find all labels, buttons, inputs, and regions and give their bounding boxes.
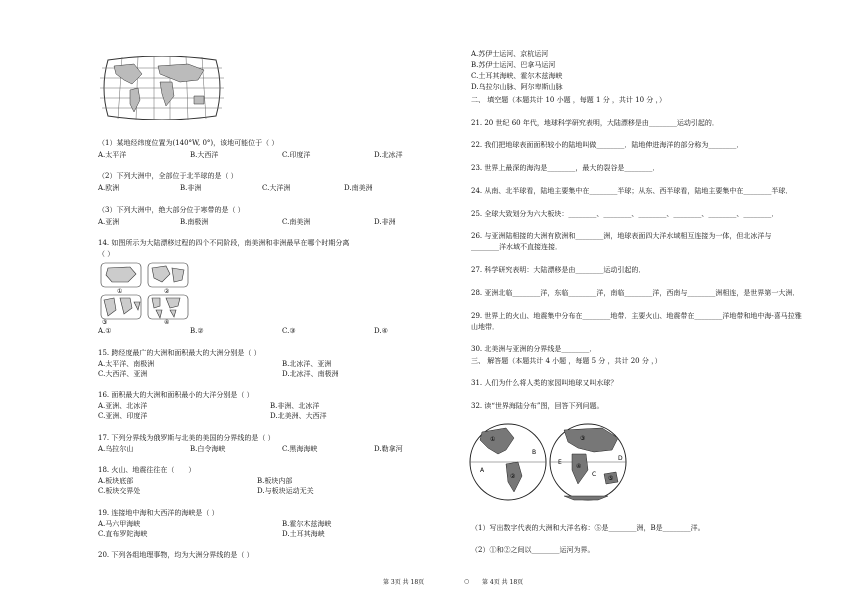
- q14-stem: 14. 如图所示为大陆漂移过程的四个不同阶段，南美洲和非洲最早在哪个时期分离: [98, 239, 350, 247]
- q13-2-option-b[interactable]: B.非洲: [180, 184, 202, 192]
- q15-option-a[interactable]: A.太平洋、南极洲: [98, 360, 155, 368]
- q27: 27. 科学研究表明：大陆漂移是由________运动引起的．: [471, 266, 646, 274]
- q32-part2: （2）①和②之间以________运河为界。: [471, 546, 595, 554]
- q13-3-option-d[interactable]: D.非洲: [374, 218, 396, 226]
- q20-option-c[interactable]: C.土耳其海峡、霍尔木兹海峡: [471, 72, 563, 80]
- q25: 25. 全球大致划分为六大板块：________、________、________、________、________、________．: [471, 210, 779, 218]
- world-hemispheres-figure: [468, 420, 630, 504]
- q15-option-b[interactable]: B.北冰洋、亚洲: [282, 360, 332, 368]
- map-label-1: ①: [490, 436, 496, 443]
- q16-option-d[interactable]: D.北美洲、大西洋: [270, 412, 327, 420]
- q16-stem: 16. 面积最大的大洲和面积最小的大洋分别是（ ）: [98, 391, 254, 399]
- q18-stem: 18. 火山、地震往往在（ ）: [98, 466, 196, 474]
- q17-option-d[interactable]: D.勒拿河: [374, 445, 403, 453]
- map-label-a: A: [480, 467, 485, 474]
- q13-1-option-c[interactable]: C.印度洋: [282, 151, 311, 159]
- q14-stem-bracket: （ ）: [98, 250, 115, 258]
- q16-option-a[interactable]: A.亚洲、北冰洋: [98, 402, 148, 410]
- section-2-heading: 二、 填空题（本题共计 10 小题 ，每题 1 分 ，共计 10 分 ，）: [471, 96, 667, 104]
- q15-stem: 15. 跨经度最广的大洲和面积最大的大洲分别是（ ）: [98, 349, 261, 357]
- q19-option-d[interactable]: D.土耳其海峡: [282, 530, 325, 538]
- q13-3-option-b[interactable]: B.南极洲: [180, 218, 209, 226]
- map-label-d: D: [618, 455, 623, 462]
- q23: 23. 世界上最深的海沟是________，最大的裂谷是________．: [471, 164, 660, 172]
- map-label-2: ②: [510, 473, 516, 480]
- q20-option-d[interactable]: D.乌拉尔山脉、阿尔卑斯山脉: [471, 83, 563, 91]
- q32-part1: （1）写出数字代表的大洲和大洋名称：⑤是________洲，B是________洋。: [471, 524, 705, 532]
- q17-option-c[interactable]: C.黑海海峡: [282, 445, 318, 453]
- q17-option-b[interactable]: B.白令海峡: [190, 445, 226, 453]
- q30: 30. 北美洲与亚洲的分界线是________．: [471, 345, 597, 353]
- q20-option-b[interactable]: B.苏伊士运河、巴拿马运河: [471, 61, 556, 69]
- q15-option-d[interactable]: D.北冰洋、南极洲: [282, 370, 339, 378]
- world-map-figure: [100, 56, 224, 120]
- map-label-e: E: [558, 459, 562, 466]
- drift-label-2: ②: [164, 288, 170, 295]
- q13-2-option-d[interactable]: D.南美洲: [344, 184, 373, 192]
- map-label-3: ③: [580, 435, 586, 442]
- footer-page-right: 第 4页 共 18页: [482, 579, 524, 586]
- q20-stem: 20. 下列各组地理事物，均为大洲分界线的是（ ）: [98, 551, 254, 559]
- q18-option-d[interactable]: D.与板块运动无关: [257, 487, 314, 495]
- q31: 31. 人们为什么将人类的家园叫地球又叫水球？: [471, 379, 618, 387]
- q26-line1: 26. 与亚洲陆相接的大洲有欧洲和________洲，地球表面四大洋水域相互连接为一体，但北冰洋与: [471, 232, 772, 240]
- q13-3-stem: （3）下列大洲中，绝大部分位于寒带的是（ ）: [98, 206, 245, 214]
- map-label-c: C: [592, 471, 597, 478]
- q13-1-option-d[interactable]: D.北冰洋: [374, 151, 403, 159]
- q14-option-d[interactable]: D.④: [374, 327, 388, 335]
- q13-1-option-b[interactable]: B.大西洋: [190, 151, 219, 159]
- q16-option-b[interactable]: B.非洲、北冰洋: [270, 402, 320, 410]
- map-label-5: ⑤: [608, 475, 614, 482]
- q13-1-stem: （1）某地经纬度位置为(140°W, 0°)，该地可能位于（ ）: [98, 139, 279, 147]
- q19-option-a[interactable]: A.马六甲海峡: [98, 520, 141, 528]
- q14-option-b[interactable]: B.②: [190, 327, 204, 335]
- map-label-b: B: [532, 449, 537, 456]
- q13-3-option-c[interactable]: C.南美洲: [282, 218, 311, 226]
- q29-line2: 山地带．: [471, 323, 499, 331]
- section-3-heading: 三、 解答题（本题共计 4 小题 ，每题 5 分 ，共计 20 分 ，）: [471, 357, 662, 365]
- q24: 24. 从南、北半球看，陆地主要集中在________半球；从东、西半球看，陆地主要集中在________半球．: [471, 187, 793, 195]
- q20-option-a[interactable]: A.苏伊士运河、京杭运河: [471, 50, 549, 58]
- right-page: [430, 0, 860, 608]
- q28: 28. 亚洲北临________洋，东临________洋，南临________洋，西南与________洲相连，是世界第一大洲．: [471, 289, 800, 297]
- q26-line2: ________洋水域不直接连接．: [471, 243, 562, 251]
- q13-2-stem: （2）下列大洲中，全部位于北半球的是（ ）: [98, 172, 238, 180]
- q13-2-option-a[interactable]: A.欧洲: [98, 184, 120, 192]
- q18-option-b[interactable]: B.板块内部: [257, 477, 293, 485]
- q19-option-c[interactable]: C.直布罗陀海峡: [98, 530, 148, 538]
- q14-option-a[interactable]: A.①: [98, 327, 112, 335]
- q21: 21. 20 世纪 60 年代，地球科学研究表明，大陆漂移是由________运动引起的．: [471, 119, 719, 127]
- q29-line1: 29. 世界上的火山、地震集中分布在________地带．主要火山、地震带在________洋地带和地中海-喜马拉雅: [471, 312, 802, 320]
- q19-option-b[interactable]: B.霍尔木兹海峡: [282, 520, 332, 528]
- q13-2-option-c[interactable]: C.大洋洲: [262, 184, 291, 192]
- q22: 22. 我们把地球表面面积较小的陆地叫做________．陆地伸进海洋的部分称为________．: [471, 141, 744, 149]
- q18-option-a[interactable]: A.板块底部: [98, 477, 134, 485]
- map-label-4: ④: [576, 463, 582, 470]
- drift-label-1: ①: [117, 288, 123, 295]
- drift-label-4: ④: [164, 319, 170, 324]
- drift-label-3: ③: [102, 319, 108, 324]
- footer-separator: ○: [464, 578, 470, 585]
- q13-3-option-a[interactable]: A.亚洲: [98, 218, 120, 226]
- q16-option-c[interactable]: C.亚洲、印度洋: [98, 412, 148, 420]
- continental-drift-figure: [100, 262, 190, 324]
- q19-stem: 19. 连接地中海和大西洋的海峡是（ ）: [98, 509, 219, 517]
- q18-option-c[interactable]: C.板块交界处: [98, 487, 141, 495]
- q15-option-c[interactable]: C.大西洋、亚洲: [98, 370, 148, 378]
- q32-stem: 32. 读“世界海陆分布”图，回答下列问题。: [471, 402, 604, 410]
- q14-option-c[interactable]: C.③: [282, 327, 296, 335]
- q17-stem: 17. 下列分界线为俄罗斯与北美的美国的分界线的是（ ）: [98, 434, 275, 442]
- footer-page-left: 第 3页 共 18页: [383, 579, 425, 586]
- q13-1-option-a[interactable]: A.太平洋: [98, 151, 127, 159]
- q17-option-a[interactable]: A.乌拉尔山: [98, 445, 134, 453]
